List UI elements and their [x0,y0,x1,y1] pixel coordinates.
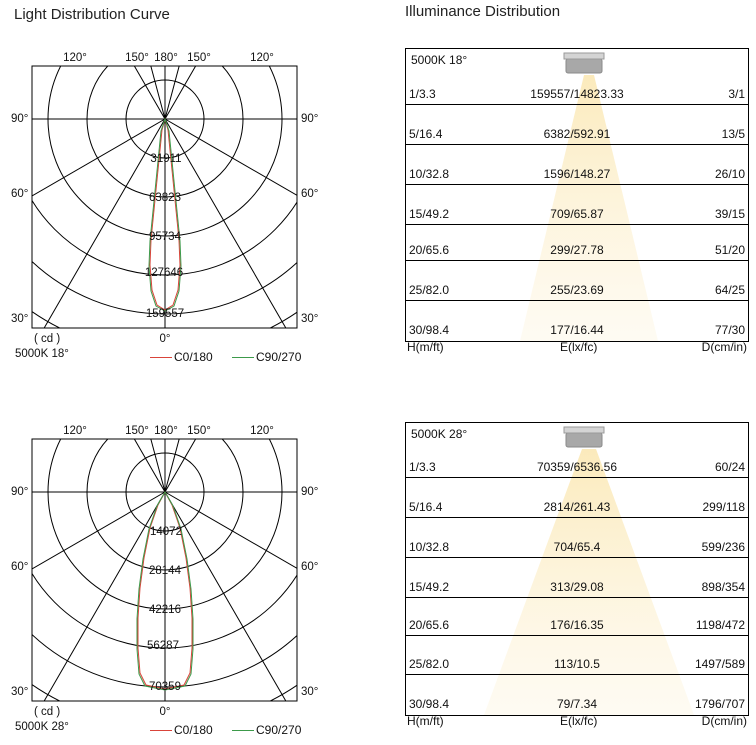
polar-grid-28 [0,373,380,745]
ring-value-2: 63823 [149,192,181,204]
legend-c90 [232,723,301,737]
angle-label: 90° [301,486,319,498]
angle-label: 120° [63,52,87,64]
table-header: 5000K 28° [411,427,468,441]
legend-c90-label: C90/270 [256,723,302,737]
angle-label: 180° [154,425,178,437]
illuminance-table-18 [405,48,749,358]
footer-illuminance-label: E(lx/fc) [560,340,598,354]
legend-c90 [232,350,301,364]
angle-label: 120° [63,425,87,437]
legend-line-red [150,730,172,731]
ring-value-3: 42216 [149,604,181,616]
table-row: 15/49.2 709/65.87 39/15 [406,185,748,225]
table-row: 20/65.6 299/27.78 51/20 [406,221,748,261]
angle-label: 60° [11,188,29,200]
angle-label: 30° [11,686,29,698]
angle-label: 150° [125,425,149,437]
table-row: 5/16.4 2814/261.43 299/118 [406,478,748,518]
polar-grid-18 [0,0,380,372]
light-distribution-title: Light Distribution Curve [14,6,170,23]
cct-label: 5000K 18° [15,348,69,360]
table-row: 10/32.8 704/65.4 599/236 [406,518,748,558]
angle-label: 0° [159,333,171,345]
legend-c90-label: C90/270 [256,350,302,364]
footer-height-label: H(m/ft) [407,340,444,354]
angle-label: 150° [187,52,211,64]
angle-label: 60° [11,561,29,573]
polar-diagram-28 [0,373,380,745]
table-row: 15/49.2 313/29.08 898/354 [406,558,748,598]
angle-label: 90° [301,113,319,125]
table-row: 25/82.0 113/10.5 1497/589 [406,635,748,675]
ring-value-4: 56287 [147,640,179,652]
table-row: 1/3.3 70359/6536.56 60/24 [406,439,748,478]
angle-label: 30° [11,313,29,325]
angle-label: 90° [11,113,29,125]
legend-line-green [232,730,254,731]
ring-value-4: 127646 [144,267,184,279]
cct-label: 5000K 28° [15,721,69,733]
polar-diagram-18 [0,0,380,372]
angle-label: 120° [250,52,274,64]
legend-line-green [232,357,254,358]
table-row: 1/3.3 159557/14823.33 3/1 [406,65,748,105]
illuminance-distribution-title: Illuminance Distribution [405,3,561,20]
legend-c0 [150,350,213,364]
angle-label: 150° [125,52,149,64]
ring-value-1: 14072 [150,526,182,538]
table-frame [405,422,749,716]
table-row: 30/98.4 79/7.34 1796/707 [409,697,745,711]
table-row: 5/16.4 6382/592.91 13/5 [406,105,748,145]
ring-value-1: 31911 [150,153,182,165]
angle-label: 0° [159,706,171,718]
table-row: 10/32.8 1596/148.27 26/10 [406,145,748,185]
unit-label: ( cd ) [34,706,61,718]
ring-value-5: 70359 [149,681,181,693]
angle-label: 90° [11,486,29,498]
unit-label: ( cd ) [34,333,61,345]
ring-value-5: 159557 [145,308,185,320]
footer-diameter-label: D(cm/in) [701,340,747,354]
angle-label: 30° [301,686,319,698]
angle-label: 30° [301,313,319,325]
angle-label: 60° [301,561,319,573]
illuminance-table-28 [405,422,749,732]
angle-label: 150° [187,425,211,437]
angle-label: 120° [250,425,274,437]
table-row: 20/65.6 176/16.35 1198/472 [406,596,748,636]
table-frame [405,48,749,342]
footer-diameter-label: D(cm/in) [701,714,747,728]
footer-illuminance-label: E(lx/fc) [560,714,598,728]
legend-c0-label: C0/180 [174,350,213,364]
ring-value-2: 28144 [149,565,181,577]
table-header: 5000K 18° [411,53,468,67]
angle-label: 60° [301,188,319,200]
table-row: 25/82.0 255/23.69 64/25 [406,261,748,301]
table-row: 30/98.4 177/16.44 77/30 [409,323,745,337]
legend-c0-label: C0/180 [174,723,213,737]
legend-line-red [150,357,172,358]
legend-c0 [150,723,213,737]
footer-height-label: H(m/ft) [407,714,444,728]
ring-value-3: 95734 [149,231,181,243]
angle-label: 180° [154,52,178,64]
